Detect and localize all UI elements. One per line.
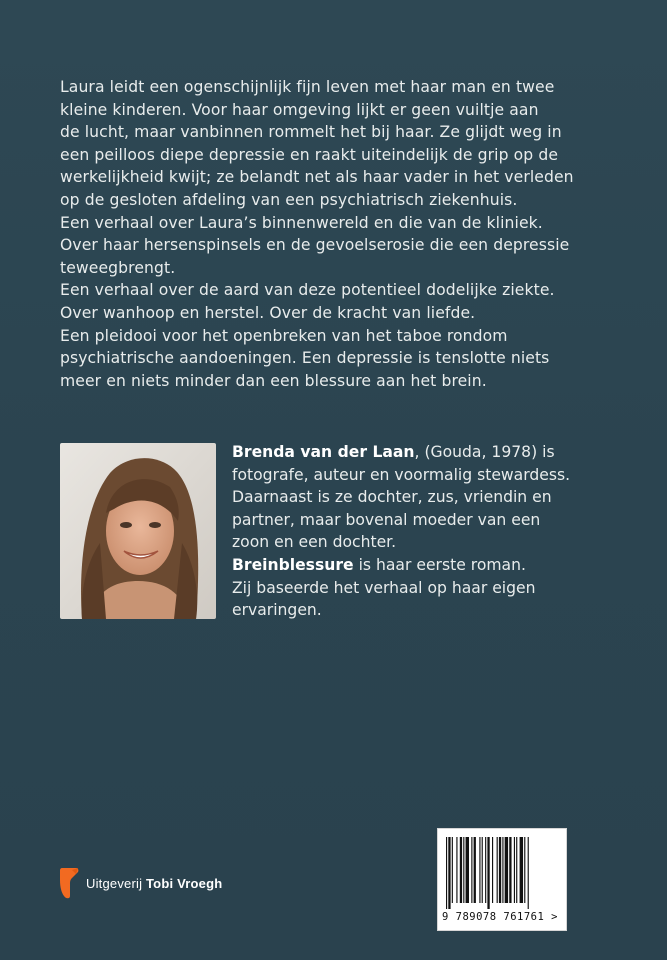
- barcode-bar: [466, 837, 469, 903]
- barcode-bar: [520, 837, 523, 903]
- blurb-line: meer en niets minder dan een blessure aan het brein.: [60, 371, 487, 390]
- barcode-bar: [448, 837, 450, 909]
- blurb-line: Over wanhoop en herstel. Over de kracht van liefde.: [60, 303, 476, 322]
- barcode-bar: [502, 837, 503, 903]
- author-portrait-image: [60, 443, 216, 619]
- author-photo: [60, 443, 216, 619]
- author-bio: [232, 441, 632, 622]
- barcode-bar: [509, 837, 511, 903]
- barcode-icon: [446, 837, 558, 909]
- blurb-line: Een pleidooi voor het openbreken van het taboe rondom: [60, 326, 508, 345]
- isbn-number: 9 789078 761761 >: [442, 911, 558, 923]
- author-bio-first-line: [232, 441, 632, 464]
- blurb-line: een peilloos diepe depressie en raakt uiteindelijk de grip op de: [60, 145, 559, 164]
- publisher-prefix: Uitgeverij: [86, 875, 146, 891]
- blurb-line: Laura leidt een ogenschijnlijk fijn leven met haar man en twee: [60, 78, 555, 96]
- barcode-bar: [482, 837, 483, 903]
- blurb-line: kleine kinderen. Voor haar omgeving lijkt er geen vuiltje aan: [60, 100, 539, 119]
- barcode-bar: [516, 837, 517, 903]
- blurb-line: psychiatrische aandoeningen. Een depressie is tenslotte niets: [60, 349, 550, 368]
- barcode-bar: [487, 837, 489, 909]
- blurb-line: de lucht, maar vanbinnen rommelt het bij haar. Ze glijdt weg in: [60, 123, 562, 142]
- barcode-bar: [471, 837, 472, 903]
- barcode-bar: [456, 837, 457, 903]
- publisher-imprint: [58, 866, 222, 900]
- author-bio-book-line: [232, 554, 632, 577]
- barcode-bar: [446, 837, 447, 909]
- barcode-bar: [463, 837, 464, 903]
- blurb-line: Over haar hersenspinsels en de gevoelserosie die een depressie: [60, 236, 570, 255]
- bird-logo-icon: [58, 866, 80, 900]
- author-name: Brenda van der Laan: [232, 443, 415, 461]
- blurb-line: Een verhaal over de aard van deze potentieel dodelijke ziekte.: [60, 281, 555, 300]
- author-bio-line: Zij baseerde het verhaal op haar eigen: [232, 578, 536, 597]
- blurb-line: teweegbrengt.: [60, 258, 176, 277]
- barcode-bar: [474, 837, 476, 903]
- author-bio-line: ervaringen.: [232, 601, 322, 620]
- author-bio-line: partner, maar bovenal moeder van een: [232, 510, 541, 529]
- author-bio-line: Daarnaast is ze dochter, zus, vriendin en: [232, 488, 552, 507]
- blurb-line: Een verhaal over Laura’s binnenwereld en die van de kliniek.: [60, 213, 543, 232]
- book-title: Breinblessure: [232, 555, 354, 574]
- barcode-bar: [460, 837, 462, 903]
- author-bio-line: fotografe, auteur en voormalig stewardess.: [232, 465, 571, 484]
- barcode-bar: [524, 837, 525, 903]
- publisher-brand: Tobi Vroegh: [146, 875, 223, 891]
- barcode-bar: [514, 837, 515, 903]
- barcode-bar: [505, 837, 508, 903]
- publisher-name: [86, 876, 222, 891]
- barcode-bar: [452, 837, 453, 903]
- book-blurb: [60, 76, 620, 392]
- author-birth: , (Gouda, 1978) is: [414, 443, 555, 461]
- barcode-bar: [479, 837, 480, 903]
- author-bio-line: zoon en een dochter.: [232, 533, 397, 552]
- barcode-bar: [499, 837, 501, 903]
- barcode-bar: [528, 837, 529, 909]
- barcode-bar: [485, 837, 486, 903]
- book-title-rest: is haar eerste roman.: [353, 555, 526, 574]
- barcode-bar: [492, 837, 493, 903]
- blurb-line: op de gesloten afdeling van een psychiatrisch ziekenhuis.: [60, 190, 518, 209]
- blurb-line: werkelijkheid kwijt; ze belandt net als haar vader in het verleden: [60, 168, 574, 187]
- isbn-barcode: [437, 828, 567, 931]
- barcode-bar: [497, 837, 498, 903]
